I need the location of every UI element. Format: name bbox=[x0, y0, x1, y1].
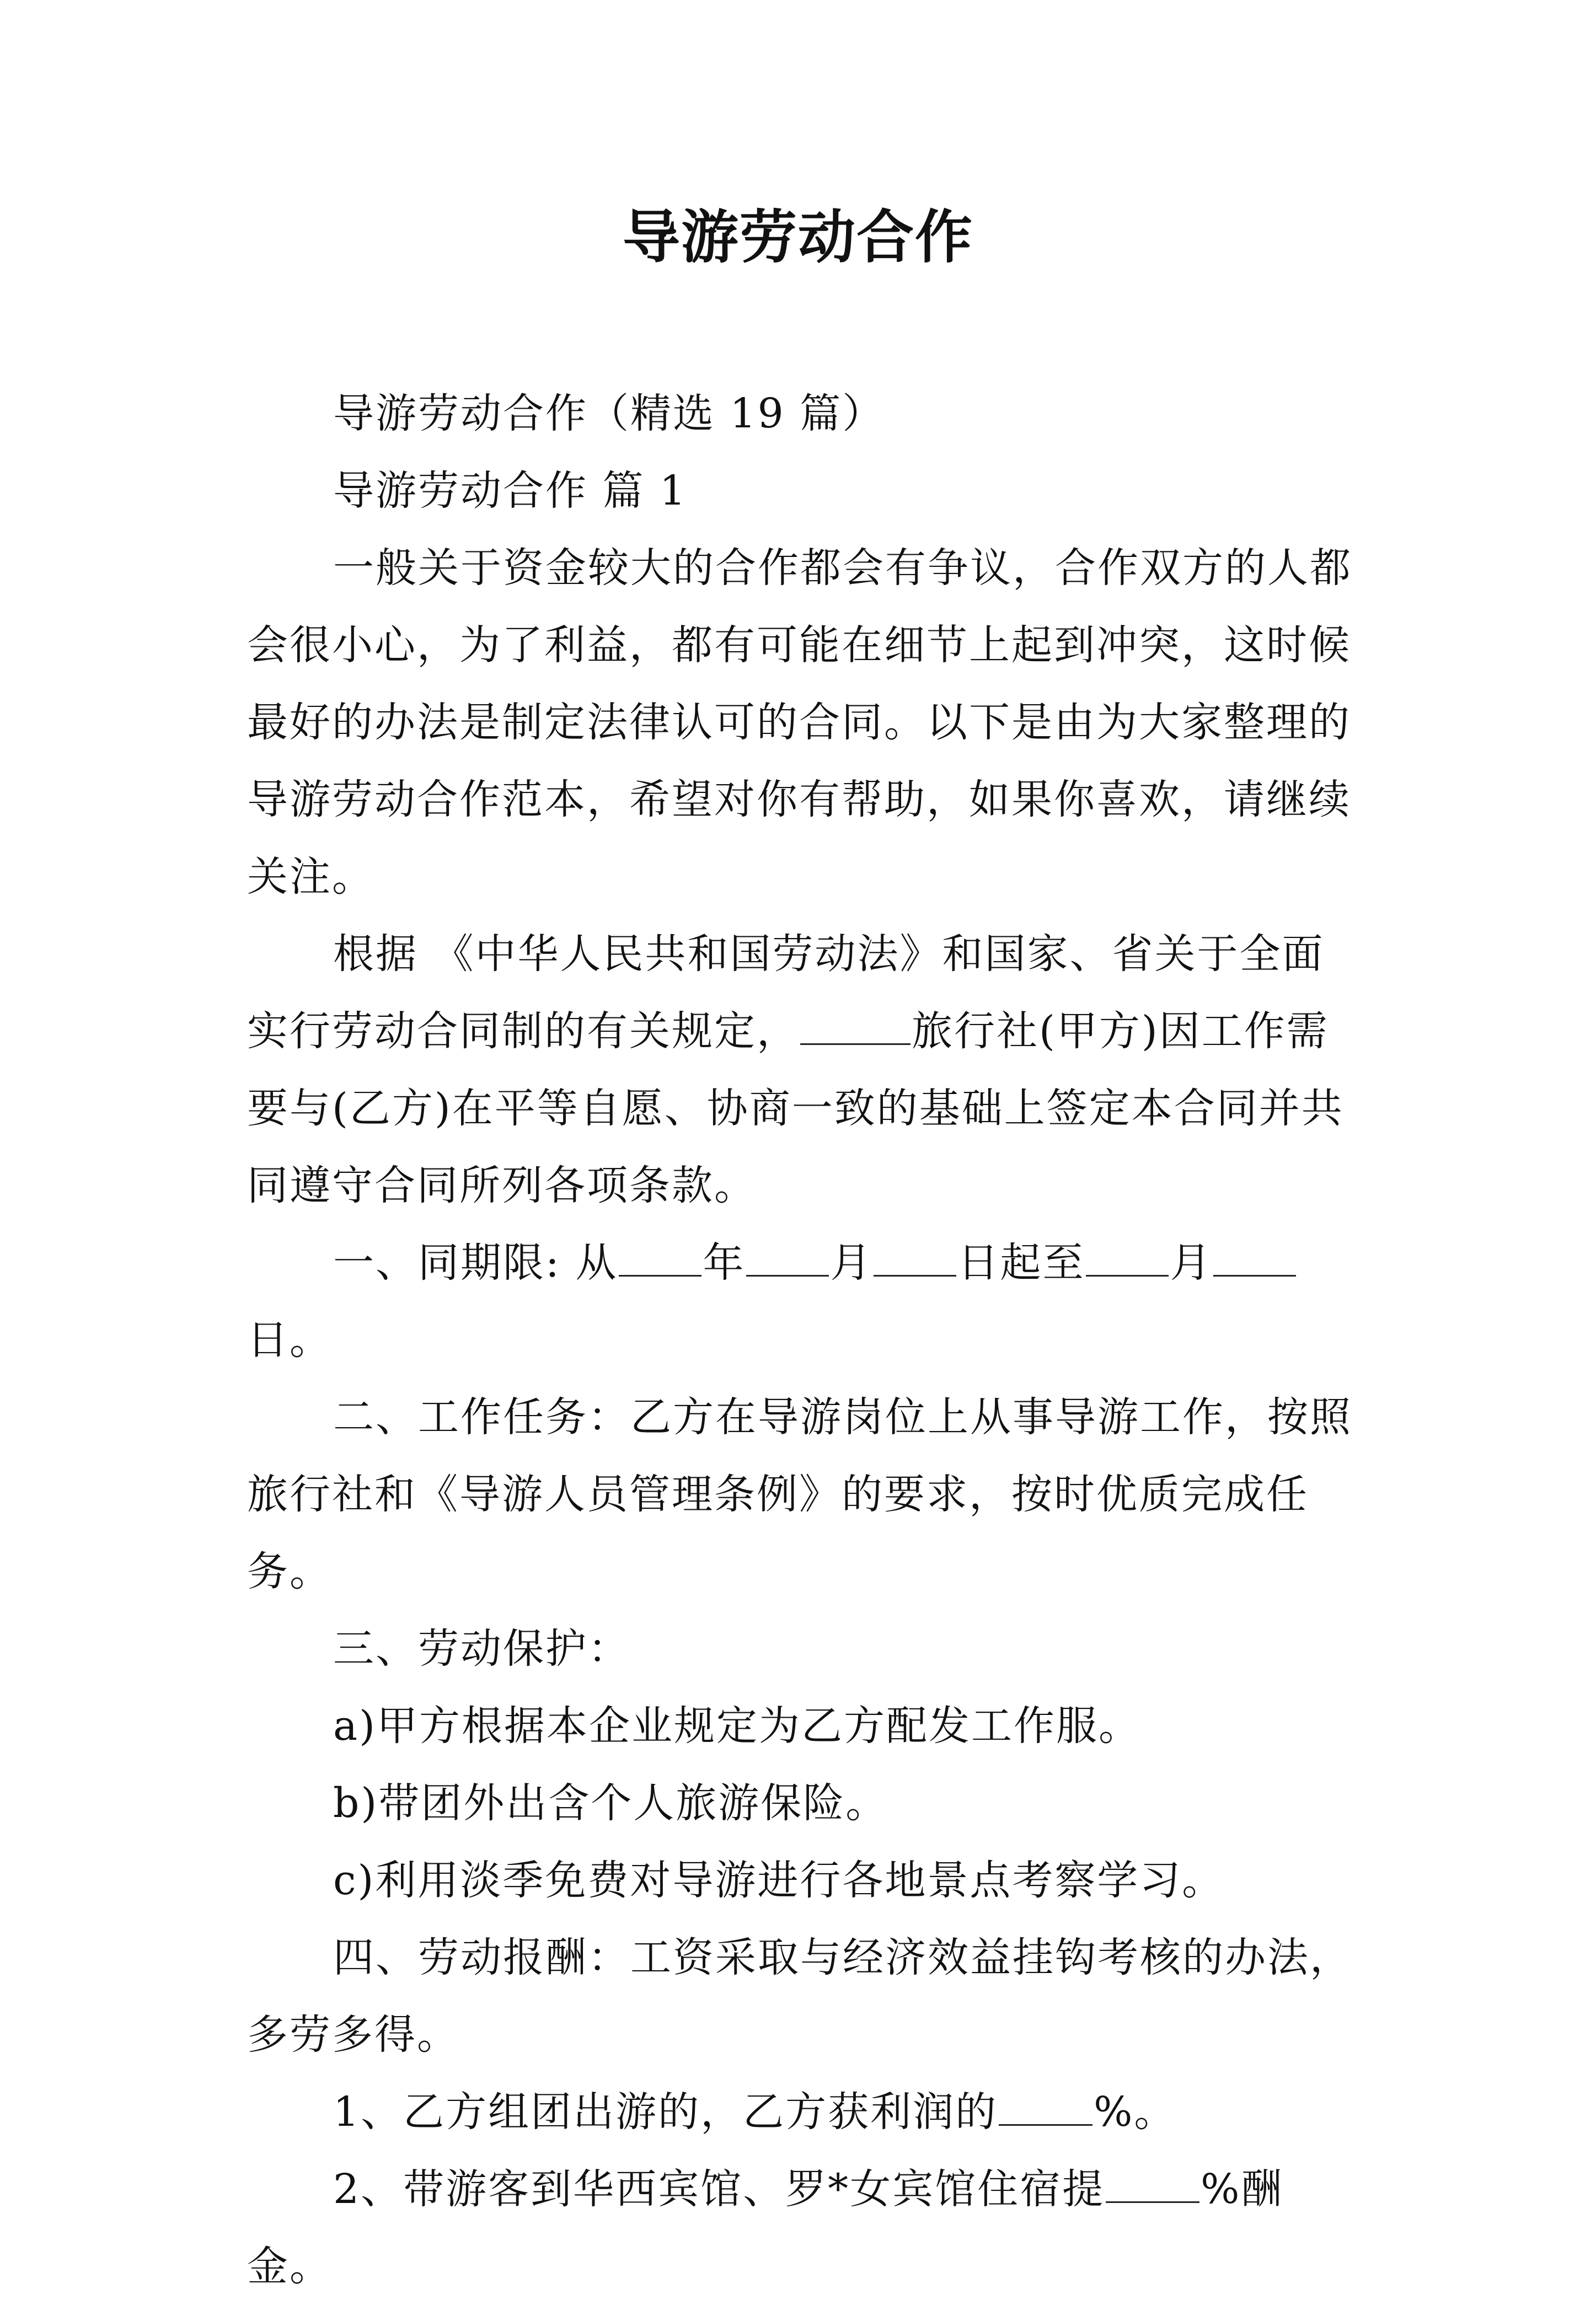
remuneration-item-1 bbox=[247, 2073, 1367, 2151]
term-text-3: 月 bbox=[830, 1239, 873, 1286]
protection-item-a: a)甲方根据本企业规定为乙方配发工作服。 bbox=[333, 1702, 1141, 1750]
term-text-5: 月 bbox=[1170, 1239, 1213, 1286]
duties-paragraph: 二、工作任务：乙方在导游岗位上从事导游工作，按照旅行社和《导游人员管理条例》的要求，按时优质完成任务。 bbox=[247, 1393, 1352, 1595]
start-day-blank bbox=[874, 1240, 956, 1277]
protection-item-b: b)带团外出含个人旅游保险。 bbox=[333, 1779, 888, 1827]
item-1-suffix: %。 bbox=[1094, 2088, 1177, 2136]
basis-text-end: 旅行社(甲方)因工作需要与(乙方)在平等自愿、协商一致的基础上签定本合同并共同遵守合同所列各项条款。 bbox=[247, 1007, 1344, 1209]
item-2-suffix: %酬金。 bbox=[247, 2165, 1284, 2290]
remuneration-paragraph: 四、劳动报酬：工资采取与经济效益挂钩考核的办法，多劳多得。 bbox=[247, 1934, 1352, 2059]
profit-percent-blank bbox=[999, 2089, 1092, 2126]
protection-item-c: c)利用淡季免费对导游进行各地景点考察学习。 bbox=[333, 1857, 1225, 1904]
protection-heading: 三、劳动保护： bbox=[333, 1625, 630, 1673]
item-1-text: 1、乙方组团出游的，乙方获利润的 bbox=[333, 2088, 998, 2136]
end-month-blank bbox=[1086, 1240, 1169, 1277]
subtitle-paragraph: 导游劳动合作（精选 19 篇） bbox=[333, 390, 885, 437]
basis-text-start: 根据 《中华人民共和国劳动法》和国家、省关于全面实行劳动合同制的有关规定， bbox=[247, 930, 1325, 1055]
term-text-1: 一、同期限: 从 bbox=[333, 1239, 618, 1286]
commission-percent-blank bbox=[1106, 2166, 1199, 2203]
start-month-blank bbox=[746, 1240, 829, 1277]
document-body bbox=[247, 375, 1367, 2305]
item-2-text: 2、带游客到华西宾馆、罗*女宾馆住宿提 bbox=[333, 2165, 1105, 2213]
basis-paragraph bbox=[247, 915, 1367, 1224]
term-text-6: 日。 bbox=[247, 1316, 332, 1364]
remuneration-item-2 bbox=[247, 2151, 1367, 2305]
term-text-2: 年 bbox=[703, 1239, 746, 1286]
end-day-blank bbox=[1213, 1240, 1296, 1277]
term-text-4: 日起至 bbox=[957, 1239, 1085, 1286]
start-year-blank bbox=[619, 1240, 701, 1277]
document-title: 导游劳动合作 bbox=[622, 203, 973, 271]
intro-paragraph: 一般关于资金较大的合作都会有争议，合作双方的人都会很小心，为了利益，都有可能在细节上起到冲突，这时候最好的办法是制定法律认可的合同。以下是由为大家整理的导游劳动合作范本，希望对你有帮助，如果你喜欢，请继续关注。 bbox=[247, 544, 1352, 900]
section-heading: 导游劳动合作 篇 1 bbox=[333, 467, 688, 514]
term-paragraph bbox=[247, 1224, 1367, 1379]
agency-name-blank bbox=[800, 1008, 911, 1045]
